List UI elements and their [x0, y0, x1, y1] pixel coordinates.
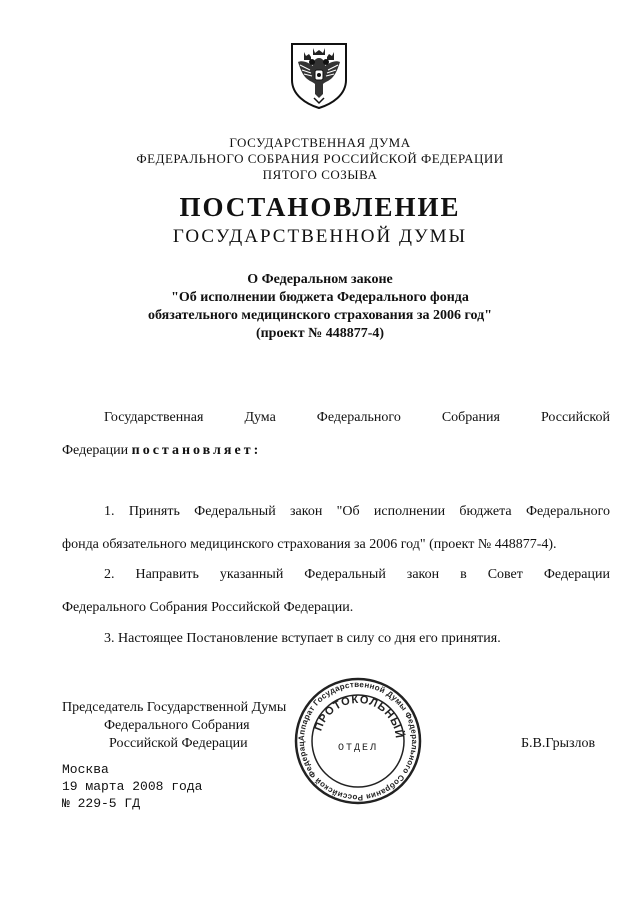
- stamp-outer-text: Аппарат Государственной Думы Федерального Собрания Российской Федерац: [296, 679, 420, 803]
- signature-title-line-2: Федерального Собрания: [104, 718, 250, 733]
- item-word: бюджета: [459, 504, 512, 519]
- document-issuer-heading: ГОСУДАРСТВЕННОЙ ДУМЫ: [172, 226, 468, 247]
- item-word: Федерации: [543, 567, 610, 582]
- stamp-inner-text: ПРОТОКОЛЬНЫЙ: [312, 693, 406, 740]
- preamble-word: Собрания: [441, 410, 500, 425]
- item-3: 3. Настоящее Постановление вступает в силу со дня его принятия.: [104, 631, 501, 646]
- item-word: закон: [406, 567, 440, 582]
- item-word: в: [460, 567, 467, 582]
- signature-title-line-3: Российской Федерации: [109, 736, 248, 751]
- preamble-line-1: [104, 410, 610, 426]
- item-word: закон: [290, 504, 323, 519]
- item-word: "Об: [336, 504, 360, 519]
- footer-date: 19 марта 2008 года: [62, 779, 203, 794]
- title-line-4: (проект № 448877-4): [255, 326, 385, 341]
- coat-of-arms-emblem: [288, 40, 350, 110]
- item-2-line-1: [104, 567, 610, 583]
- preamble-word: Федерального: [316, 410, 401, 425]
- preamble-word: Дума: [244, 410, 276, 425]
- item-word: Принять: [128, 504, 180, 519]
- title-line-1: О Федеральном законе: [247, 272, 393, 287]
- item-1-line-1: [104, 504, 610, 520]
- title-line-2: "Об исполнении бюджета Федерального фонда: [171, 290, 469, 305]
- signature-title-line-1: Председатель Государственной Думы: [62, 700, 287, 715]
- stamp-center-text: ОТДЕЛ: [337, 743, 379, 754]
- item-1-line-2: фонда обязательного медицинского страхования за 2006 год" (проект № 448877-4).: [62, 537, 557, 552]
- preamble-line-2: [62, 442, 261, 460]
- preamble-resolves: постановляет:: [131, 443, 262, 458]
- item-2-line-2: Федерального Собрания Российской Федерации.: [62, 600, 354, 615]
- header-line-convocation: ПЯТОГО СОЗЫВА: [262, 167, 378, 182]
- header-line-assembly: ФЕДЕРАЛЬНОГО СОБРАНИЯ РОССИЙСКОЙ ФЕДЕРАЦИИ: [136, 151, 504, 166]
- title-line-3: обязательного медицинского страхования за 2006 год": [148, 308, 492, 323]
- item-word: Направить: [135, 567, 199, 582]
- footer-city: Москва: [62, 762, 109, 777]
- item-word: 1.: [104, 504, 115, 519]
- preamble-federation: Федерации: [62, 443, 129, 458]
- item-word: Федеральный: [304, 567, 386, 582]
- item-word: 2.: [104, 567, 115, 582]
- item-word: указанный: [219, 567, 284, 582]
- document-type-heading: ПОСТАНОВЛЕНИЕ: [179, 192, 461, 222]
- footer-number: № 229-5 ГД: [62, 796, 141, 811]
- item-word: Совет: [487, 567, 523, 582]
- official-seal-stamp: [293, 676, 423, 806]
- signatory-name: Б.В.Грызлов: [521, 736, 596, 751]
- preamble-word: Государственная: [104, 410, 204, 425]
- header-line-duma: ГОСУДАРСТВЕННАЯ ДУМА: [229, 135, 411, 150]
- item-word: исполнении: [373, 504, 446, 519]
- item-word: Федеральный: [194, 504, 276, 519]
- item-word: Федерального: [525, 504, 610, 519]
- preamble-word: Российской: [540, 410, 610, 425]
